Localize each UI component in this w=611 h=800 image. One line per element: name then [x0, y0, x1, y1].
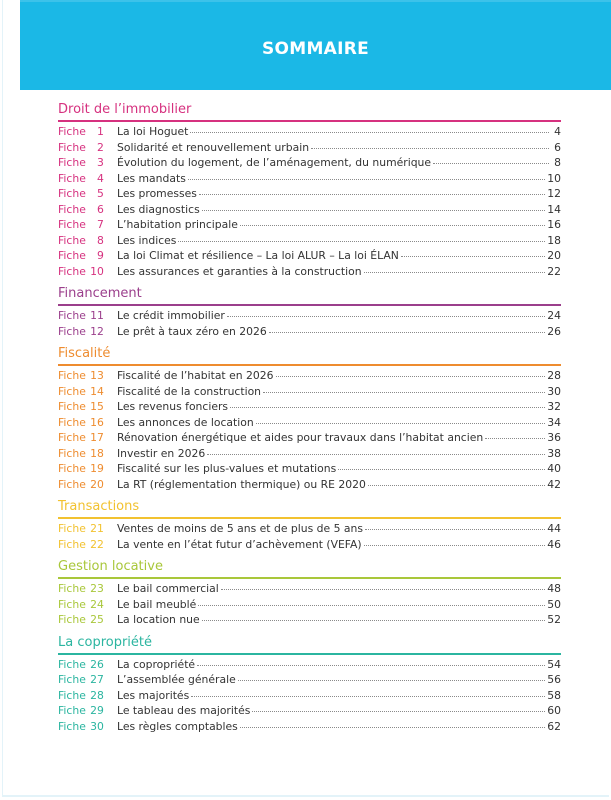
fiche-label [58, 415, 117, 431]
fiche-label [58, 446, 117, 462]
toc-entry[interactable] [58, 477, 561, 493]
page-number: 20 [547, 249, 561, 262]
fiche-label [58, 597, 117, 613]
dot-leader [178, 241, 545, 242]
entry-title: La RT (réglementation thermique) ou RE 2020 [117, 477, 366, 491]
fiche-label [58, 399, 117, 415]
fiche-number: 26 [90, 657, 104, 671]
entry-title: Les annonces de location [117, 415, 254, 429]
entry-list [58, 657, 561, 735]
entry-title: Les diagnostics [117, 202, 200, 216]
fiche-prefix: Fiche [58, 719, 86, 733]
dot-leader [401, 256, 545, 257]
fiche-number: 12 [90, 324, 104, 338]
entry-title: La loi Climat et résilience – La loi ALUR – La loi ÉLAN [117, 249, 399, 262]
page-number: 4 [554, 125, 561, 138]
fiche-prefix: Fiche [58, 171, 86, 185]
fiche-number: 1 [96, 125, 104, 138]
dot-leader [227, 316, 545, 317]
entry-title: Le tableau des majorités [117, 704, 251, 717]
fiche-prefix: Fiche [58, 477, 86, 491]
toc-entry[interactable] [58, 248, 561, 264]
dot-leader [368, 485, 545, 486]
dot-leader [269, 332, 545, 333]
toc-entry[interactable] [58, 155, 561, 171]
toc-section [58, 345, 561, 492]
toc-entry[interactable] [58, 171, 561, 187]
toc-entry[interactable] [58, 612, 561, 628]
page-number: 36 [547, 431, 561, 444]
fiche-label [58, 233, 117, 249]
dot-leader [364, 545, 546, 546]
entry-title: Ventes de moins de 5 ans et de plus de 5 ans [117, 522, 363, 535]
fiche-number: 8 [96, 233, 104, 247]
page-number: 52 [547, 613, 561, 626]
fiche-number: 28 [90, 688, 104, 702]
fiche-label [58, 368, 117, 384]
entry-title: Le bail meublé [117, 597, 197, 611]
dot-leader [485, 438, 545, 439]
page-number: 16 [547, 218, 561, 231]
fiche-prefix: Fiche [58, 384, 86, 398]
dot-leader [338, 469, 545, 470]
fiche-label [58, 537, 117, 553]
fiche-label [58, 124, 117, 140]
fiche-number: 7 [96, 218, 104, 231]
fiche-label [58, 384, 117, 400]
fiche-label [58, 477, 117, 493]
fiche-prefix: Fiche [58, 704, 86, 717]
entry-title: La vente en l’état futur d’achèvement (VEFA) [117, 537, 362, 551]
page-number: 32 [547, 400, 561, 413]
fiche-prefix: Fiche [58, 522, 86, 535]
toc-entry[interactable] [58, 657, 561, 673]
fiche-prefix: Fiche [58, 415, 86, 429]
dot-leader [240, 225, 545, 226]
section-title: Droit de l’immobilier [58, 101, 561, 122]
dot-leader [256, 423, 546, 424]
page-number: 22 [547, 264, 561, 278]
dot-leader [276, 376, 546, 377]
fiche-number: 24 [90, 597, 104, 611]
header-banner [20, 0, 611, 90]
toc-entry[interactable] [58, 140, 561, 156]
toc-entry[interactable] [58, 217, 561, 233]
table-of-contents [58, 101, 561, 740]
entry-list [58, 581, 561, 628]
fiche-prefix: Fiche [58, 125, 86, 138]
entry-list [58, 521, 561, 552]
fiche-label [58, 171, 117, 187]
fiche-prefix: Fiche [58, 187, 86, 200]
fiche-number: 6 [96, 202, 104, 216]
fiche-label [58, 186, 117, 202]
page-number: 6 [554, 140, 561, 154]
section-title: Gestion locative [58, 558, 561, 579]
dot-leader [202, 620, 546, 621]
fiche-label [58, 688, 117, 704]
fiche-number: 15 [90, 400, 104, 413]
fiche-number: 10 [90, 264, 104, 278]
fiche-prefix: Fiche [58, 582, 86, 595]
toc-entry[interactable] [58, 308, 561, 324]
fiche-number: 4 [96, 171, 104, 185]
toc-section [58, 498, 561, 552]
page-number: 44 [547, 522, 561, 535]
toc-section [58, 285, 561, 339]
entry-title: Les règles comptables [117, 719, 238, 733]
page-number: 18 [547, 233, 561, 247]
entry-title: Fiscalité de l’habitat en 2026 [117, 369, 274, 382]
page-number: 46 [547, 537, 561, 551]
fiche-prefix: Fiche [58, 249, 86, 262]
fiche-prefix: Fiche [58, 657, 86, 671]
dot-leader [240, 727, 545, 728]
fiche-number: 16 [90, 415, 104, 429]
fiche-label [58, 703, 117, 719]
fiche-label [58, 217, 117, 233]
toc-entry[interactable] [58, 581, 561, 597]
fiche-number: 22 [90, 537, 104, 551]
entry-title: Les revenus fonciers [117, 400, 229, 413]
fiche-number: 3 [96, 156, 104, 169]
toc-entry[interactable] [58, 521, 561, 537]
page-number: 40 [547, 462, 561, 475]
page-number: 62 [547, 719, 561, 733]
page-number: 34 [547, 415, 561, 429]
dot-leader [364, 272, 546, 273]
page-number: 56 [547, 673, 561, 686]
section-title: Financement [58, 285, 561, 306]
toc-entry[interactable] [58, 124, 561, 140]
toc-entry[interactable] [58, 186, 561, 202]
toc-entry[interactable] [58, 264, 561, 280]
fiche-number: 27 [90, 673, 104, 686]
fiche-prefix: Fiche [58, 673, 86, 686]
dot-leader [433, 163, 549, 164]
entry-title: Les mandats [117, 171, 186, 185]
toc-entry[interactable] [58, 597, 561, 613]
fiche-prefix: Fiche [58, 156, 86, 169]
fiche-label [58, 202, 117, 218]
toc-entry[interactable] [58, 368, 561, 384]
page-number: 42 [547, 477, 561, 491]
fiche-number: 9 [96, 249, 104, 262]
fiche-number: 30 [90, 719, 104, 733]
fiche-prefix: Fiche [58, 597, 86, 611]
fiche-number: 20 [90, 477, 104, 491]
fiche-label [58, 581, 117, 597]
entry-title: Rénovation énergétique et aides pour travaux dans l’habitat ancien [117, 431, 484, 444]
entry-title: Solidarité et renouvellement urbain [117, 140, 310, 154]
fiche-prefix: Fiche [58, 369, 86, 382]
fiche-number: 5 [96, 187, 104, 200]
fiche-number: 11 [90, 309, 104, 322]
entry-title: L’assemblée générale [117, 673, 236, 686]
toc-entry[interactable] [58, 672, 561, 688]
fiche-label [58, 612, 117, 628]
fiche-prefix: Fiche [58, 431, 86, 444]
page-number: 28 [547, 369, 561, 382]
fiche-label [58, 248, 117, 264]
dot-leader [197, 665, 545, 666]
dot-leader [230, 407, 545, 408]
fiche-prefix: Fiche [58, 309, 86, 322]
toc-entry[interactable] [58, 430, 561, 446]
toc-entry[interactable] [58, 415, 561, 431]
page-number: 54 [547, 657, 561, 671]
entry-title: L’habitation principale [117, 218, 238, 231]
dot-leader [221, 589, 545, 590]
toc-entry[interactable] [58, 384, 561, 400]
dot-leader [311, 148, 549, 149]
dot-leader [365, 529, 545, 530]
fiche-number: 23 [90, 582, 104, 595]
fiche-label [58, 430, 117, 446]
fiche-prefix: Fiche [58, 233, 86, 247]
dot-leader [252, 711, 545, 712]
fiche-label [58, 672, 117, 688]
entry-title: Les indices [117, 233, 177, 247]
entry-title: Investir en 2026 [117, 446, 206, 460]
entry-list [58, 308, 561, 339]
page-number: 48 [547, 582, 561, 595]
fiche-prefix: Fiche [58, 324, 86, 338]
toc-entry[interactable] [58, 719, 561, 735]
page-number: 50 [547, 597, 561, 611]
fiche-label [58, 657, 117, 673]
toc-entry[interactable] [58, 446, 561, 462]
page-number: 60 [547, 704, 561, 717]
fiche-label [58, 324, 117, 340]
entry-list [58, 124, 561, 279]
fiche-label [58, 521, 117, 537]
fiche-label [58, 461, 117, 477]
dot-leader [199, 194, 545, 195]
fiche-prefix: Fiche [58, 202, 86, 216]
fiche-prefix: Fiche [58, 264, 86, 278]
toc-entry[interactable] [58, 324, 561, 340]
entry-title: La location nue [117, 613, 200, 626]
fiche-number: 14 [90, 384, 104, 398]
dot-leader [188, 179, 545, 180]
entry-title: Le bail commercial [117, 582, 219, 595]
toc-section [58, 634, 561, 735]
fiche-prefix: Fiche [58, 218, 86, 231]
section-title: Fiscalité [58, 345, 561, 366]
page-number: 26 [547, 324, 561, 338]
fiche-label [58, 264, 117, 280]
page-number: 30 [547, 384, 561, 398]
entry-list [58, 368, 561, 492]
entry-title: La copropriété [117, 657, 196, 671]
entry-title: Le crédit immobilier [117, 309, 225, 322]
page-number: 38 [547, 446, 561, 460]
section-title: La copropriété [58, 634, 561, 655]
entry-title: Évolution du logement, de l’aménagement, du numérique [117, 156, 432, 169]
page-number: 10 [547, 171, 561, 185]
toc-entry[interactable] [58, 233, 561, 249]
toc-section [58, 101, 561, 279]
fiche-number: 17 [90, 431, 104, 444]
page-number: 8 [554, 156, 561, 169]
toc-entry[interactable] [58, 537, 561, 553]
fiche-prefix: Fiche [58, 400, 86, 413]
dot-leader [263, 392, 545, 393]
toc-entry[interactable] [58, 461, 561, 477]
fiche-prefix: Fiche [58, 446, 86, 460]
fiche-label [58, 719, 117, 735]
section-title: Transactions [58, 498, 561, 519]
toc-section [58, 558, 561, 628]
entry-title: Les promesses [117, 187, 197, 200]
entry-title: Les majorités [117, 688, 190, 702]
toc-entry[interactable] [58, 202, 561, 218]
fiche-prefix: Fiche [58, 140, 86, 154]
fiche-prefix: Fiche [58, 537, 86, 551]
fiche-number: 13 [90, 369, 104, 382]
toc-entry[interactable] [58, 399, 561, 415]
fiche-number: 2 [96, 140, 104, 154]
dot-leader [191, 696, 545, 697]
fiche-number: 19 [90, 462, 104, 475]
fiche-number: 18 [90, 446, 104, 460]
dot-leader [202, 210, 546, 211]
page-title: SOMMAIRE [261, 39, 370, 59]
fiche-prefix: Fiche [58, 688, 86, 702]
dot-leader [238, 680, 546, 681]
toc-entry[interactable] [58, 688, 561, 704]
entry-title: Fiscalité de la construction [117, 384, 262, 398]
entry-title: La loi Hoguet [117, 125, 189, 138]
dot-leader [190, 132, 549, 133]
page-number: 12 [547, 187, 561, 200]
entry-title: Les assurances et garanties à la construction [117, 264, 362, 278]
fiche-number: 21 [90, 522, 104, 535]
page-number: 14 [547, 202, 561, 216]
fiche-label [58, 155, 117, 171]
fiche-label [58, 308, 117, 324]
page-number: 24 [547, 309, 561, 322]
fiche-label [58, 140, 117, 156]
dot-leader [207, 454, 545, 455]
toc-entry[interactable] [58, 703, 561, 719]
entry-title: Fiscalité sur les plus-values et mutations [117, 462, 337, 475]
fiche-prefix: Fiche [58, 613, 86, 626]
fiche-number: 29 [90, 704, 104, 717]
fiche-prefix: Fiche [58, 462, 86, 475]
entry-title: Le prêt à taux zéro en 2026 [117, 324, 267, 338]
dot-leader [198, 605, 545, 606]
fiche-number: 25 [90, 613, 104, 626]
page-number: 58 [547, 688, 561, 702]
